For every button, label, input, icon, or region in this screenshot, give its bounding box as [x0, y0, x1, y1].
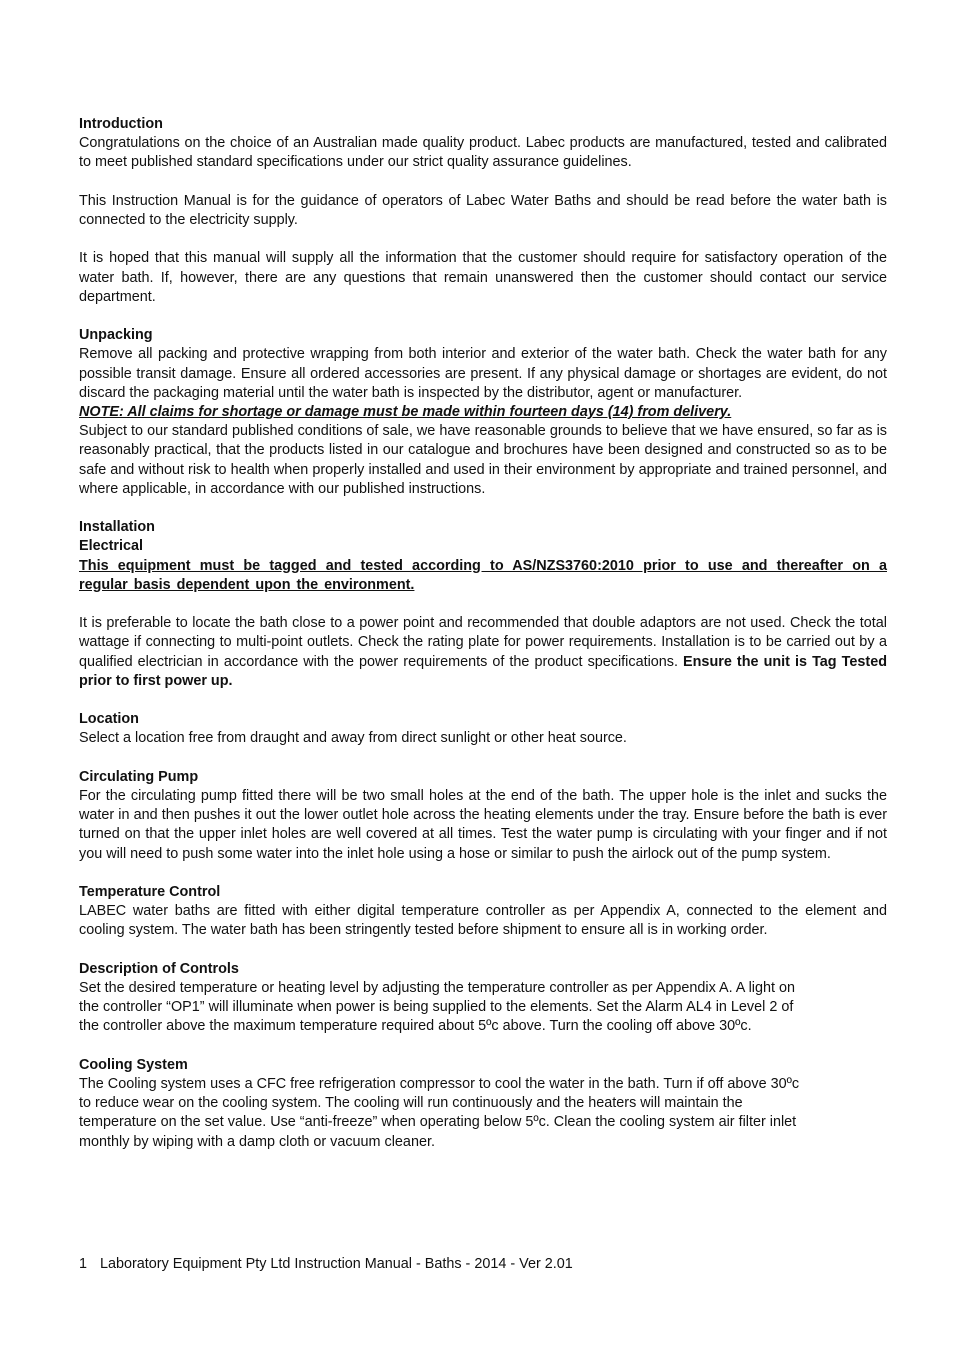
cooling-line: The Cooling system uses a CFC free refrigeration compressor to cool the water in the bath. Turn if off above 30ºc [79, 1076, 800, 1092]
electrical-text: It is preferable to locate the bath close to a power point and recommended that double adaptors are not used. Check the total wattage if connecting to multi-point outlets. Check the rating plate for power requirements. Installation is to be carried out by a qualified electrician in accordance with the power requirements of the product specifications. [79, 615, 887, 670]
page-number: 1 [79, 1256, 88, 1272]
document-body [79, 115, 887, 1152]
cooling-line: temperature on the set value. Use “anti-freeze” when operating below 5ºc. Clean the cooling system air filter inlet [79, 1114, 797, 1131]
controls-line: Set the desired temperature or heating level by adjusting the temperature controller as per Appendix A. A light on [79, 980, 795, 996]
electrical-subheading: Electrical [79, 538, 143, 555]
installation-heading: Installation [79, 519, 155, 536]
unpacking-paragraph-1: Remove all packing and protective wrapping from both interior and exterior of the water bath. Check the water bath for any possible transit damage. Ensure all ordered accessories are present. If any physical damage or shortages are evident, do not discard the packaging material until the water bath is inspected by the distributor, agent or manufacturer. [79, 346, 887, 401]
cooling-heading: Cooling System [79, 1056, 188, 1073]
footer-text: Laboratory Equipment Pty Ltd Instruction Manual - Baths - 2014 - Ver 2.01 [100, 1256, 573, 1272]
location-heading: Location [79, 711, 139, 728]
page-footer [79, 1255, 573, 1274]
temperature-paragraph: LABEC water baths are fitted with either digital temperature controller as per Appendix A, connected to the element and cooling system. The water bath has been stringently tested before shipment to ensure all is in working order. [79, 903, 887, 939]
unpacking-heading: Unpacking [79, 327, 153, 344]
intro-paragraph-3: It is hoped that this manual will supply all the information that the customer should require for satisfactory operation of the water bath. If, however, there are any questions that remain unanswered then the customer should contact our service department. [79, 250, 887, 305]
controls-heading: Description of Controls [79, 960, 239, 977]
electrical-paragraph [79, 614, 887, 691]
intro-heading: Introduction [79, 116, 163, 132]
unpacking-paragraph-2: Subject to our standard published conditions of sale, we have reasonable grounds to believe that we have ensured, so far as is reasonably practical, that the products listed in our catalogue and brochures have been designed and constructed so as to be safe and without risk to health when properly installed and used in their environment by appropriate and trained personnel, and where applicable, in accordance with our published instructions. [79, 423, 887, 497]
unpacking-note: NOTE: All claims for shortage or damage must be made within fourteen days (14) from delivery. [79, 404, 732, 420]
location-paragraph: Select a location free from draught and away from direct sunlight or other heat source. [79, 730, 627, 747]
temperature-heading: Temperature Control [79, 884, 221, 900]
cooling-line: to reduce wear on the cooling system. The cooling will run continuously and the heaters will maintain the [79, 1095, 743, 1112]
controls-line: the controller above the maximum temperature required about 5ºc above. Turn the cooling off above 30ºc. [79, 1018, 752, 1035]
intro-paragraph-1: Congratulations on the choice of an Australian made quality product. Labec products are manufactured, tested and calibrated to meet published standard specifications under our strict quality assurance guidelines. [79, 135, 887, 171]
cooling-line: monthly by wiping with a damp cloth or vacuum cleaner. [79, 1133, 435, 1150]
electrical-bold-text: Ensure the unit is Tag Tested prior to first power up. [79, 653, 887, 689]
pump-paragraph: For the circulating pump fitted there will be two small holes at the end of the bath. The upper hole is the inlet and sucks the water in and then pushes it out the lower outlet hole across the heating elements under the tray. Ensure before the bath is ever turned on that the upper inlet holes are well covered at all times. Test the water pump is circulating with your finger and if not you will need to push some water into the inlet hole using a hose or similar to push the airlock out of the pump system. [79, 788, 887, 862]
pump-heading: Circulating Pump [79, 768, 199, 785]
intro-paragraph-2: This Instruction Manual is for the guidance of operators of Labec Water Baths and should be read before the water bath is connected to the electricity supply. [79, 192, 887, 228]
tag-test-warning: This equipment must be tagged and tested according to AS/NZS3760:2010 prior to use and thereafter on a regular basis dependent upon the environment. [79, 557, 887, 593]
controls-line: the controller “OP1” will illuminate when power is being supplied to the elements. Set the Alarm AL4 in Level 2 of [79, 999, 794, 1016]
